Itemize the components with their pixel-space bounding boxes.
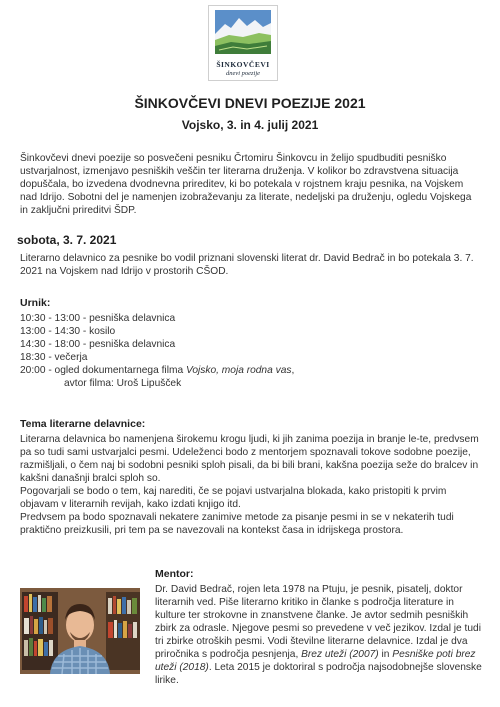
- mentor-bio: [155, 583, 485, 687]
- schedule-item: 14:30 - 18:00 - pesniška delavnica: [20, 339, 176, 350]
- schedule-item: 13:00 - 14:30 - kosilo: [20, 326, 116, 337]
- workshop-paragraph: Literarna delavnica bo namenjena širokemu krogu ljudi, ki jih zanima poezija in branje le-te, predvsem pa so tudi sami ustvarjalci pesmi. Udeleženci bodo z mentorjem spoznavali tokove sodobne poezije, razmišljali, o čem naj bi sodobni pesniki sploh pisali, da bi bili brani, kakšna poezija seže do bralcev in kakšni današnji bralci sploh so.: [20, 434, 479, 484]
- film-author: avtor filma: Uroš Lipušček: [64, 378, 182, 389]
- mentor-bio-text: in: [378, 649, 393, 660]
- film-title: Vojsko, moja rodna vas: [185, 365, 292, 376]
- schedule-item: 10:30 - 13:00 - pesniška delavnica: [20, 313, 176, 324]
- mentor-bio-text: . Leta 2015 je doktoriral s področja najsodobnejše slovenske lirike.: [155, 662, 482, 686]
- workshop-paragraph: Pogovarjali se bodo o tem, kaj narediti, če se pojavi ustvarjalna blokada, kako pristopiti k prvim objavam v literarnih revijah, kako izdati knjigo itd.: [20, 486, 447, 510]
- festival-logo: [208, 5, 278, 81]
- mountain-landscape-icon: [209, 6, 277, 60]
- logo-subtitle: dnevi poezije: [225, 70, 261, 77]
- schedule-list: [20, 312, 480, 390]
- schedule-heading: Urnik:: [20, 297, 51, 309]
- saturday-heading: sobota, 3. 7. 2021: [17, 233, 117, 247]
- mentor-portrait-image: [20, 588, 140, 674]
- schedule-item-film: [20, 364, 480, 377]
- intro-paragraph: Šinkovčevi dnevi poezije so posvečeni pesniku Črtomiru Šinkovcu in želijo spudbuditi pesniško ustvarjalnost, izmenjavo pesniških veščin ter literarna druženja. V kolikor bo zdravstvena situacija dopuščala, bo izvedena dvodnevna prireditev, ki bo potekala v rojstnem kraju pesnika, na Vojskem nad Idrijo. Sobotni del je namenjen izobraževanju za literate, nedeljski pa druženju, ogledu Vojskega in zaključni prireditvi ŠDP.: [20, 153, 472, 216]
- page-subtitle: Vojsko, 3. in 4. julij 2021: [181, 118, 319, 132]
- mentor-bio-text: Dr. David Bedrač, rojen leta 1978 na Ptuju, je pesnik, pisatelj, doktor literarnih ved. Piše literarno kritiko in članke s področja literature in kulture ter strokovne in znanstvene članke. Je avtor sedmih pesniških zbirk za odrasle. Njegove pesmi so prevedene v več jezikov. Izdal je tudi tri zbirke otroških pesmi. Vodi številne literarne delavnice. Izdal je dva priročnika s področja pesnjenja,: [155, 584, 481, 660]
- mentor-heading: Mentor:: [155, 568, 194, 580]
- film-prefix: 20:00 - ogled dokumentarnega filma: [20, 365, 186, 376]
- page-title: ŠINKOVČEVI DNEVI POEZIJE 2021: [134, 95, 366, 111]
- mentor-photo: [20, 588, 140, 674]
- logo-name: ŠINKOVČEVI: [216, 60, 270, 69]
- schedule-item: 18:30 - večerja: [20, 352, 88, 363]
- saturday-text: Literarno delavnico za pesnike bo vodil priznani slovenski literat dr. David Bedrač in bo potekala 3. 7. 2021 na Vojskem nad Idrijo v prostorih CŠOD.: [20, 253, 474, 277]
- book-title: Brez uteži (2007): [301, 649, 379, 660]
- workshop-paragraph: Predvsem pa bodo spoznavali nekatere zanimive metode za pisanje pesmi in se v nekaterih tudi praktično preizkusili, pri tem pa se navezovali na kontekst časa in idrijskega prostora.: [20, 512, 454, 536]
- film-suffix: ,: [291, 365, 295, 376]
- workshop-heading: Tema literarne delavnice:: [20, 418, 146, 430]
- workshop-description: [20, 433, 482, 537]
- book-title: Pesniške poti brez uteži (2018): [155, 649, 476, 673]
